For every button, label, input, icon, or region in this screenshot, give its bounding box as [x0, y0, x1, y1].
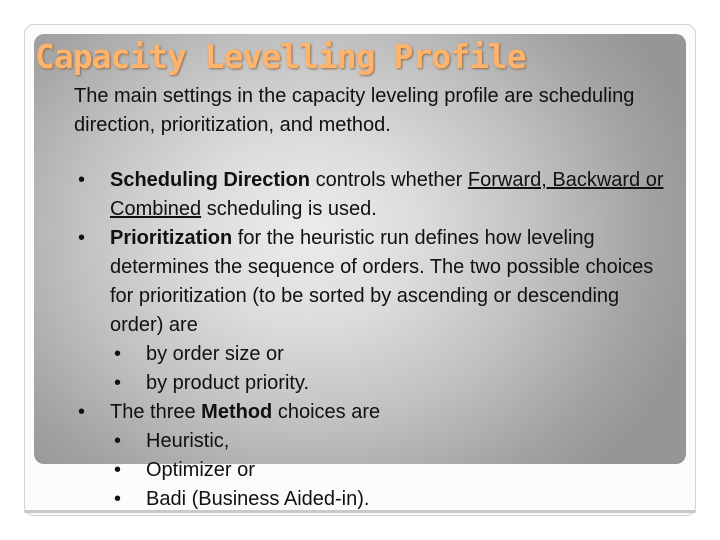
bullet-dot: • — [78, 227, 86, 249]
bullet-text: choices are — [272, 401, 381, 423]
sub-list-item — [110, 485, 674, 514]
sub-list-item — [110, 427, 674, 456]
bullet-method — [74, 398, 674, 514]
sub-bullet-dot: • — [114, 459, 122, 481]
sub-item-text: by order size or — [146, 343, 284, 365]
sub-bullet-dot: • — [114, 488, 122, 510]
bullet-dot: • — [78, 169, 86, 191]
sub-item-text: by product priority. — [146, 372, 310, 394]
sub-list-item — [110, 456, 674, 485]
sub-item-text: Badi (Business Aided-in). — [146, 488, 370, 510]
bullet-text: controls whether — [310, 169, 468, 191]
method-sublist — [110, 427, 674, 514]
sub-bullet-dot: • — [114, 372, 122, 394]
bullet-text: for the heuristic run defines how leveling determines the sequence of orders. The two possible choices for prioritization (to be sorted by ascending or descending order) are — [110, 227, 654, 336]
bullet-dot: • — [78, 401, 86, 423]
slide-title: Capacity Levelling Profile — [35, 37, 526, 76]
intro-paragraph: The main settings in the capacity leveling profile are scheduling direction, prioritization, and method. — [74, 85, 635, 136]
sub-list-item — [110, 340, 674, 369]
bullet-prioritization — [74, 224, 674, 398]
sub-list-item — [110, 369, 674, 398]
bullet-scheduling-direction — [74, 166, 674, 224]
prioritization-sublist — [110, 340, 674, 398]
sub-item-text: Optimizer or — [146, 459, 255, 481]
sub-bullet-dot: • — [114, 343, 122, 365]
bullet-list — [74, 166, 674, 514]
term-method: Method — [201, 401, 273, 423]
bullet-text: The three — [110, 401, 202, 423]
underlined-options: Forward, Backward or Combined — [110, 169, 664, 220]
term-scheduling-direction: Scheduling Direction — [110, 169, 311, 191]
sub-item-text: Heuristic, — [146, 430, 230, 452]
term-prioritization: Prioritization — [110, 227, 233, 249]
sub-bullet-dot: • — [114, 430, 122, 452]
bullet-text: scheduling is used. — [201, 198, 377, 220]
